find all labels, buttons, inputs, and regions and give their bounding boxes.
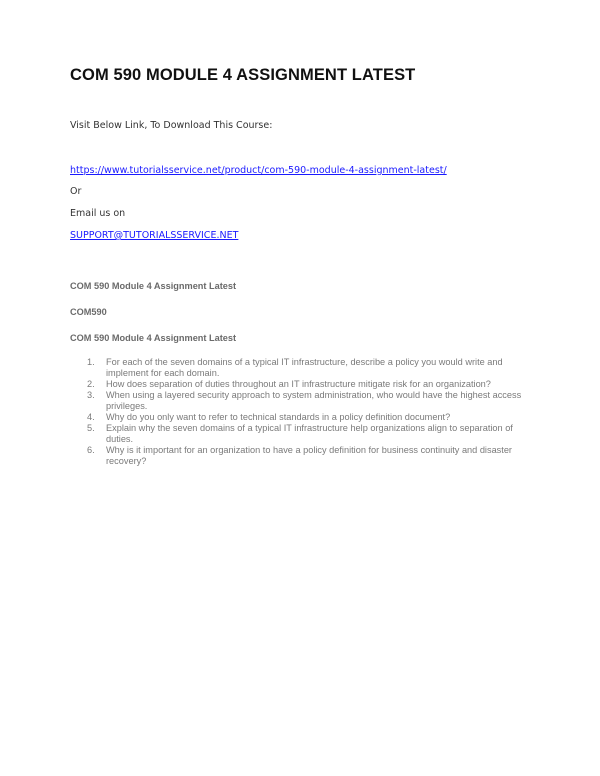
intro-text: Visit Below Link, To Download This Course: [70, 120, 273, 131]
list-item [70, 390, 540, 412]
list-item [70, 357, 540, 379]
course-code: COM590 [70, 307, 107, 317]
list-item-text: When using a layered security approach to system administration, who would have the highest access privileges. [106, 390, 522, 411]
list-item-text: For each of the seven domains of a typical IT infrastructure, describe a policy you would write and implement for each domain. [106, 357, 503, 378]
course-link-line [70, 165, 447, 176]
list-item [70, 412, 540, 423]
support-email-link[interactable]: SUPPORT@TUTORIALSSERVICE.NET [70, 230, 239, 241]
document-title: COM 590 MODULE 4 ASSIGNMENT LATEST [70, 66, 416, 84]
assignment-subheading: COM 590 Module 4 Assignment Latest [70, 281, 237, 291]
list-item-text: Why is it important for an organization to have a policy definition for business continuity and disaster recovery? [106, 445, 512, 466]
list-item-number: 5. [87, 423, 95, 433]
email-label: Email us on [70, 208, 126, 219]
question-list [70, 357, 540, 467]
list-item-number: 2. [87, 379, 95, 389]
or-text: Or [70, 186, 82, 197]
email-link-line [70, 230, 238, 241]
list-item-number: 4. [87, 412, 95, 422]
list-item [70, 379, 540, 390]
list-item-text: How does separation of duties throughout an IT infrastructure mitigate risk for an organization? [106, 379, 491, 389]
list-item-number: 3. [87, 390, 95, 400]
list-item [70, 445, 540, 467]
list-item-number: 6. [87, 445, 95, 455]
list-item-text: Why do you only want to refer to technical standards in a policy definition document? [106, 412, 451, 422]
list-item [70, 423, 540, 445]
assignment-subheading-2: COM 590 Module 4 Assignment Latest [70, 333, 237, 343]
course-download-link[interactable]: https://www.tutorialsservice.net/product/com-590-module-4-assignment-latest/ [70, 165, 447, 176]
list-item-text: Explain why the seven domains of a typical IT infrastructure help organizations align to separation of duties. [106, 423, 513, 444]
list-item-number: 1. [87, 357, 95, 367]
